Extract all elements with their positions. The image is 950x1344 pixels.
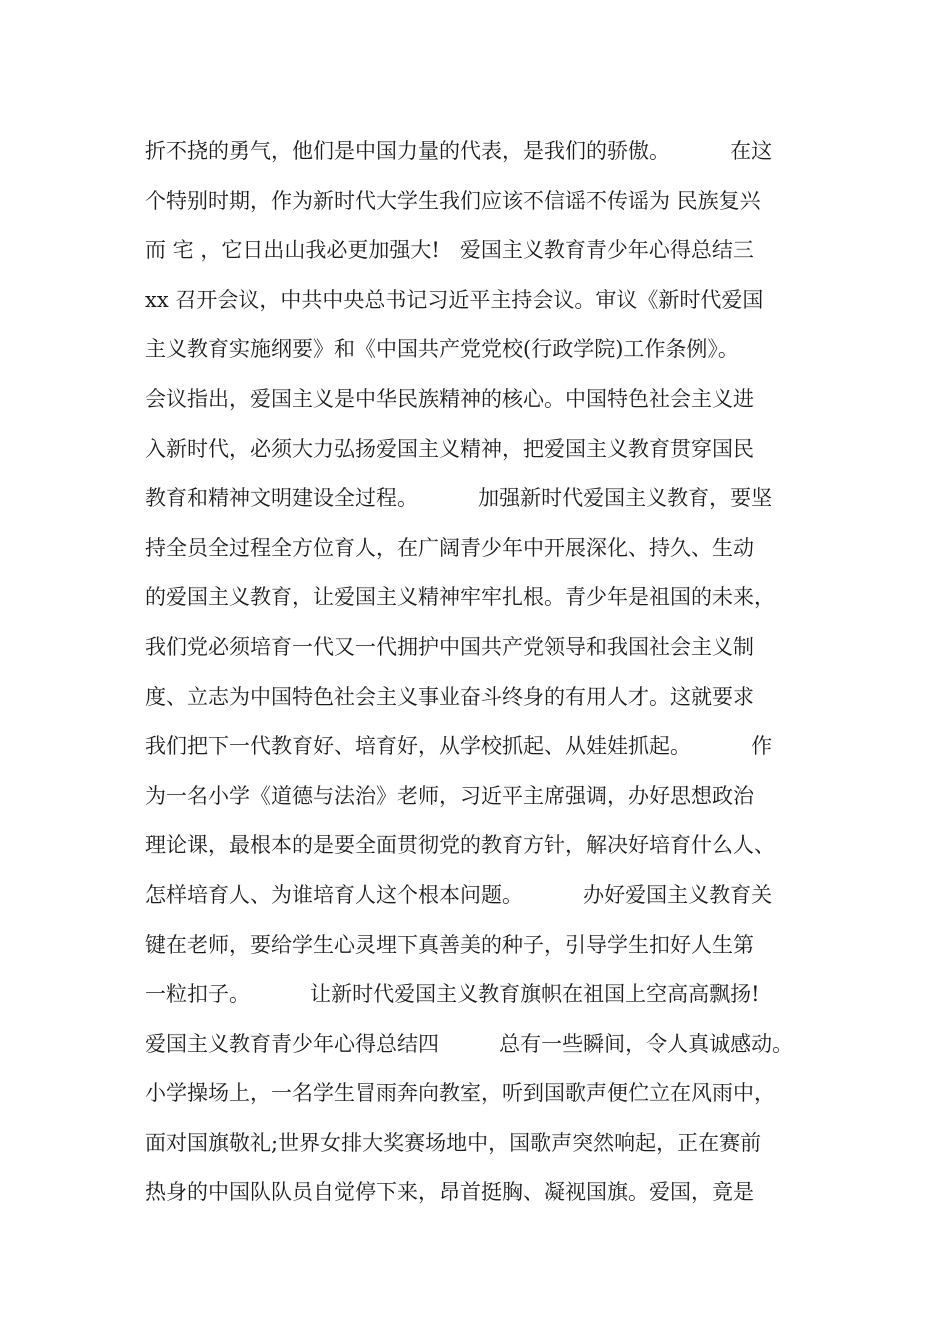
text-line: 爱国主义教育青少年心得总结四 总有一些瞬间，令人真诚感动。 [145, 1031, 794, 1056]
text-line: 一粒扣子。 让新时代爱国主义教育旗帜在祖国上空高高飘扬! [145, 982, 760, 1007]
text-line: 入新时代，必须大力弘扬爱国主义精神，把爱国主义教育贯穿国民 [145, 436, 754, 461]
text-line: 键在老师，要给学生心灵埋下真善美的种子，引导学生扣好人生第 [145, 932, 754, 957]
text-line: 教育和精神文明建设全过程。 加强新时代爱国主义教育，要坚 [145, 486, 773, 511]
text-line: 的爱国主义教育，让爱国主义精神牢牢扎根。青少年是祖国的未来， [145, 585, 775, 610]
text-line: 面对国旗敬礼;世界女排大奖赛场地中，国歌声突然响起，正在赛前 [145, 1130, 762, 1155]
text-line: 为一名小学《道德与法治》老师，习近平主席强调，办好思想政治 [145, 783, 754, 808]
text-line: 热身的中国队队员自觉停下来，昂首挺胸、凝视国旗。爱国，竟是 [145, 1180, 754, 1205]
body-text [145, 127, 835, 1218]
text-line: 持全员全过程全方位育人，在广阔青少年中开展深化、持久、生动 [145, 535, 754, 560]
text-line: 会议指出，爱国主义是中华民族精神的核心。中国特色社会主义进 [145, 386, 754, 411]
text-line: 怎样培育人、为谁培育人这个根本问题。 办好爱国主义教育关 [145, 882, 773, 907]
text-line: 理论课，最根本的是要全面贯彻党的教育方针，解决好培育什么人、 [145, 833, 775, 858]
text-line: 我们把下一代教育好、培育好，从学校抓起、从娃娃抓起。 作 [145, 734, 773, 759]
text-line: 我们党必须培育一代又一代拥护中国共产党领导和我国社会主义制 [145, 634, 754, 659]
text-line: 主义教育实施纲要》和《中国共产党党校(行政学院)工作条例》。 [145, 337, 739, 362]
text-line: 度、立志为中国特色社会主义事业奋斗终身的有用人才。这就要求 [145, 684, 754, 709]
text-line: 个特别时期，作为新时代大学生我们应该不信谣不传谣为 民族复兴 [145, 188, 761, 213]
text-line: 折不挠的勇气，他们是中国力量的代表，是我们的骄傲。 在这 [145, 139, 773, 163]
text-line: 而 宅 ，它日出山我必更加强大! 爱国主义教育青少年心得总结三 [145, 238, 754, 263]
text-line: 小学操场上，一名学生冒雨奔向教室，听到国歌声便伫立在风雨中， [145, 1081, 775, 1106]
text-line: xx 召开会议，中共中央总书记习近平主持会议。审议《新时代爱国 [145, 287, 764, 312]
